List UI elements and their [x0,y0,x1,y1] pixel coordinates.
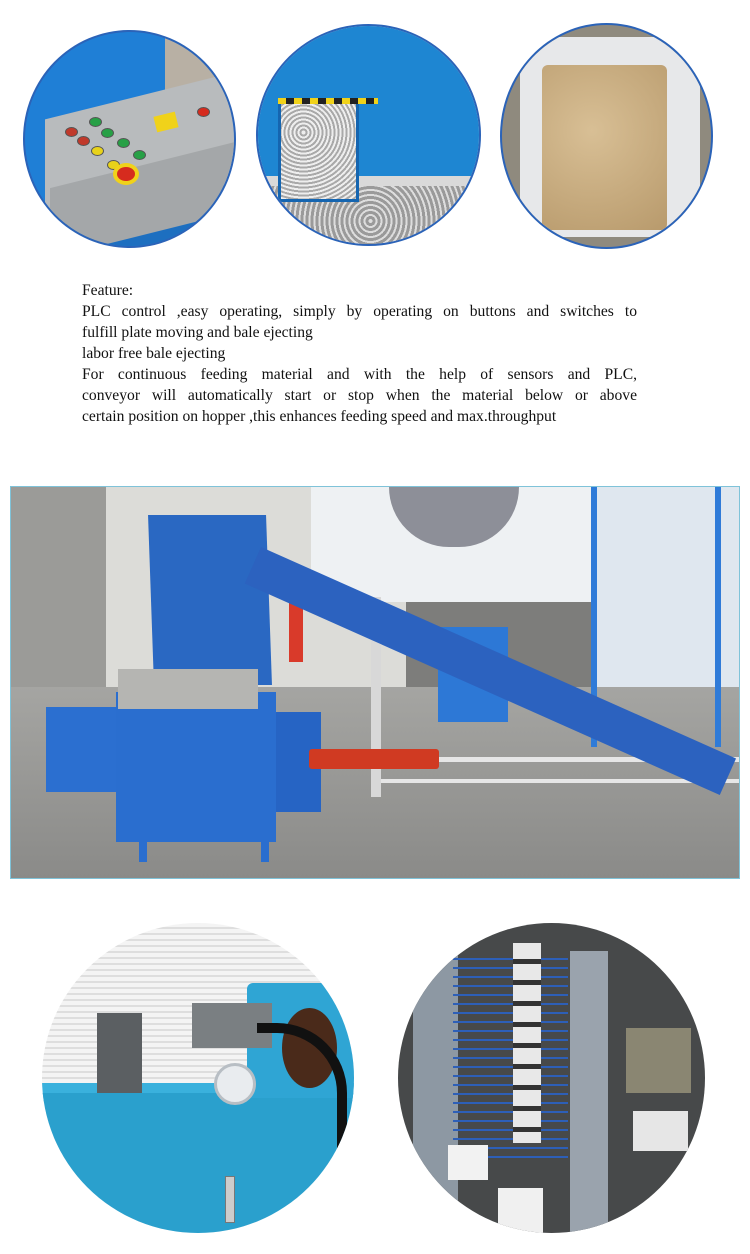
sawdust-bag-photo [500,23,713,249]
feature-line: PLC control ,easy operating, simply by operating on buttons and switches to [82,303,637,320]
wall-left [11,487,106,697]
sawdust-material [542,65,667,230]
electrical-cabinet-photo [398,923,705,1233]
feature-line: fulfill plate moving and bale ejecting [82,324,313,341]
pressure-gauge-icon [214,1063,256,1105]
red-button-icon [65,127,78,137]
bagging-baler-with-conveyor-photo [10,486,740,879]
wire-duct [570,951,608,1233]
wiring [453,958,568,1158]
feature-line: certain position on hopper ,this enhances feeding speed and max.throughput [82,408,557,425]
machine-leg [261,832,269,862]
feature-line: conveyor will automatically start or stop when the material below or above [82,387,637,404]
hydraulic-cylinder [309,749,439,769]
control-box-photo [23,30,236,248]
feature-description [82,280,637,427]
yellow-button-icon [91,146,104,156]
emergency-stop-icon [117,167,135,181]
control-box [118,669,258,709]
green-button-icon [117,138,130,148]
feature-line: For continuous feeding material and with the help of sensors and PLC, [82,366,637,383]
red-button-icon [77,136,90,146]
hopper-photo [256,24,481,246]
yellow-button-icon [107,160,120,170]
transformer [626,1028,691,1093]
green-button-icon [89,117,102,127]
thermal-relay [448,1145,488,1180]
feature-line: labor free bale ejecting [82,345,226,362]
hopper [148,515,272,685]
green-button-icon [101,128,114,138]
baler-main-body [116,692,276,842]
feature-heading: Feature: [82,282,134,299]
contactor [633,1111,688,1151]
hopper-chute [278,101,359,202]
green-button-icon [133,150,146,160]
hazard-stripe [278,98,378,104]
solenoid-valve [97,1013,142,1093]
machine-leg [139,832,147,862]
relay-column [513,943,541,1143]
indicator-light-icon [197,107,210,117]
circuit-breaker [498,1188,543,1233]
oil-level-sight [225,1176,235,1223]
hydraulic-system-photo [42,923,354,1233]
